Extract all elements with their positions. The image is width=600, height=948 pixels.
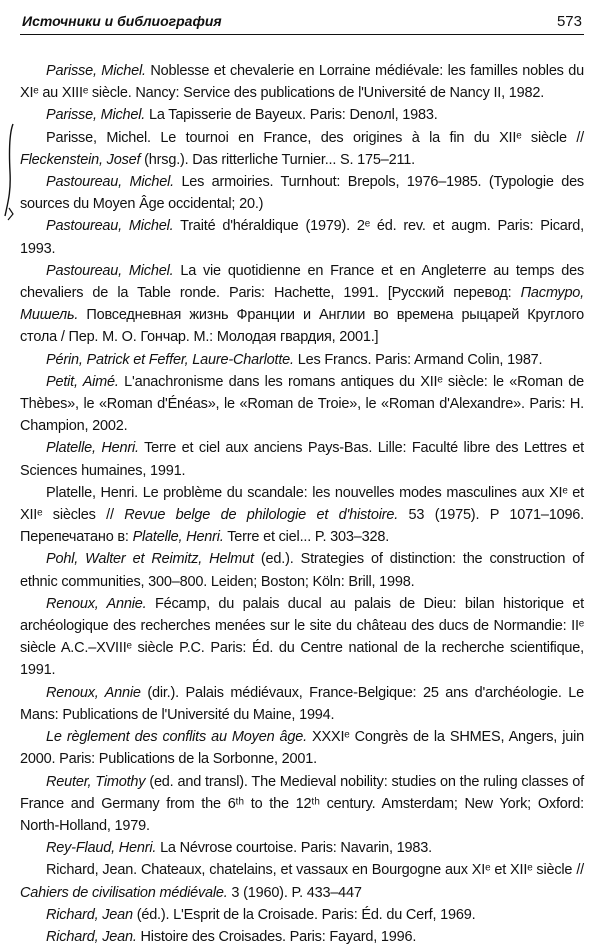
- bibliography-entry: Pastoureau, Michel. La vie quotidienne en France et en Angleterre au temps des chevaliers de la Table ronde. Paris: Hachette, 1991. [Русский перевод: Пастуро, Мишель. Повседневная жизнь Франции и Англии во времена рыцарей Круглого стола / Пер. М. О. Гончар. М.: Молодая гвардия, 2001.]: [20, 262, 585, 346]
- bibliography-entry: Renoux, Annie. Fécamp, du palais ducal au palais de Dieu: bilan historique et archéologique des recherches menées sur le site du château des ducs de Normandie: IIᵉ siècle A.C.–XVIIIᵉ siècle P.C. Paris: Éd. du Centre national de la recherche scientifique, 1991.: [20, 595, 584, 679]
- bibliography-entry: Reuter, Timothy (ed. and transl). The Medieval nobility: studies on the ruling classes of France and Germany from the 6ᵗʰ to the 12ᵗʰ century. Amsterdam; New York; Oxford: North-Holland, 1979.: [20, 773, 585, 834]
- bibliography-entry: Pohl, Walter et Reimitz, Helmut (ed.). Strategies of distinction: the construction of ethnic communities, 300–800. Leiden; Boston; Köln: Brill, 1998.: [20, 551, 584, 590]
- bibliography-entry: Le règlement des conflits au Moyen âge. XXXIᵉ Congrès de la SHMES, Angers, juin 2000. Paris: Publications de la Sorbonne, 2001.: [20, 729, 584, 768]
- bibliography-entry: Parisse, Michel. La Tapisserie de Bayeux. Paris: Denoлl, 1983.: [46, 107, 438, 124]
- bibliography-entry: Périn, Patrick et Feffer, Laure-Charlotte. Les Francs. Paris: Armand Colin, 1987.: [46, 351, 543, 368]
- bibliography-entry: Richard, Jean. Chateaux, chatelains, et vassaux en Bourgogne aux XIᵉ et XIIᵉ siècle // Cahiers de civilisation médiévale. 3 (1960). P. 433–447: [20, 862, 584, 901]
- bibliography-entry: Platelle, Henri. Le problème du scandale: les nouvelles modes masculines aux XIᵉ et XIIᵉ siècles // Revue belge de philologie et d'histoire. 53 (1975). P 1071–1096. Перепечатано в: Platelle, Henri. Terre et ciel... P. 303–328.: [20, 484, 585, 546]
- bibliography-entry: Pastoureau, Michel. Les armoiries. Turnhout: Brepols, 1976–1985. (Typologie des sources du Moyen Âge occidental; 20.): [20, 174, 584, 213]
- margin-bracket-mark: [3, 122, 17, 222]
- bibliography-entry: Rey-Flaud, Henri. La Névrose courtoise. Paris: Navarin, 1983.: [46, 840, 432, 857]
- page-number: 573: [556, 13, 582, 30]
- bibliography-entry: Petit, Aimé. L'anachronisme dans les romans antiques du XIIᵉ siècle: le «Roman de Thèbes», le «Roman d'Énéas», le «Roman de Troie», le «Roman d'Alexandre». Paris: H. Champion, 2002.: [20, 373, 585, 435]
- bibliography-list: [20, 60, 584, 948]
- bibliography-entry: Renoux, Annie (dir.). Palais médiévaux, France-Belgique: 25 ans d'archéologie. Le Mans: Publications de l'Université du Maine, 1994.: [20, 684, 584, 723]
- bibliography-entry: Richard, Jean. Histoire des Croisades. Paris: Fayard, 1996.: [46, 928, 417, 945]
- bibliography-entry: Parisse, Michel. Le tournoi en France, des origines à la fin du XIIᵉ siècle // Fleckenstein, Josef (hrsg.). Das ritterliche Turnier... S. 175–211.: [20, 129, 585, 168]
- bibliography-entry: Parisse, Michel. Noblesse et chevalerie en Lorraine médiévale: les familles nobles du XIᵉ au XIIIᵉ siècle. Nancy: Service des publications de l'Université de Nancy II, 1982.: [20, 63, 584, 102]
- bibliography-entry: Richard, Jean (éd.). L'Esprit de la Croisade. Paris: Éd. du Cerf, 1969.: [46, 906, 476, 923]
- running-head: [20, 10, 584, 35]
- bibliography-entry: Platelle, Henri. Terre et ciel aux anciens Pays-Bas. Lille: Faculté libre des Lettres et Sciences humaines, 1991.: [20, 440, 584, 479]
- running-title: Источники и библиография: [22, 13, 222, 29]
- bibliography-entry: Pastoureau, Michel. Traité d'héraldique (1979). 2ᵉ éd. rev. et augm. Paris: Picard, 1993.: [20, 218, 584, 257]
